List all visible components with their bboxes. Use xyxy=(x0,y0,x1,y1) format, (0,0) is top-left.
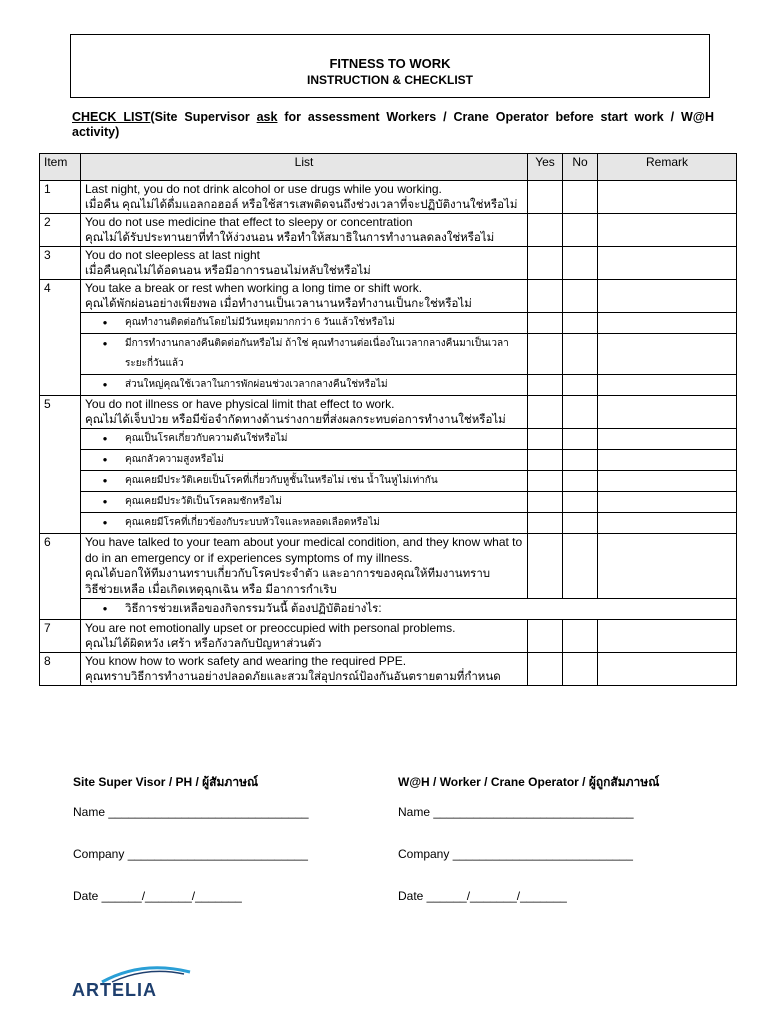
item-number: 8 xyxy=(40,653,81,686)
item-remark-cell[interactable] xyxy=(598,396,737,429)
bullet-icon: ● xyxy=(102,455,108,464)
sub-item-text: วิธีการช่วยเหลือของกิจกรรมวันนี้ ต้องปฏิบัติอย่างไร: xyxy=(125,603,382,615)
sub-item xyxy=(81,450,528,471)
table-row xyxy=(40,214,737,247)
item-number: 2 xyxy=(40,214,81,247)
item-yes-cell[interactable] xyxy=(528,280,563,313)
sub-item xyxy=(81,513,528,534)
worker-name-field[interactable]: Name ______________________________ xyxy=(398,805,634,819)
item-text-th: เมื่อคืน คุณไม่ได้ดื่มแอลกอฮอล์ หรือใช้สารเสพติดจนถึงช่วงเวลาที่จะปฏิบัติงานใช่หรือไม่ xyxy=(85,199,518,211)
sub-item-line xyxy=(85,471,523,491)
sub-item-line xyxy=(85,513,523,533)
sub-item-remark-cell[interactable] xyxy=(598,334,737,375)
sub-item-no-cell[interactable] xyxy=(563,471,598,492)
item-no-cell[interactable] xyxy=(563,534,598,599)
table-row xyxy=(40,620,737,653)
header-list: List xyxy=(81,154,528,181)
sub-item-yes-cell[interactable] xyxy=(528,375,563,396)
sub-item-yes-cell[interactable] xyxy=(528,450,563,471)
sub-row xyxy=(40,471,737,492)
item-no-cell[interactable] xyxy=(563,653,598,686)
item-text-th: คุณไม่ได้เจ็บป่วย หรือมีข้อจำกัดทางด้านร่างกายที่ส่งผลกระทบต่อการทำงานใช่หรือไม่ xyxy=(85,414,506,426)
checklist-label: CHECK LIST xyxy=(72,110,151,124)
bullet-icon: ● xyxy=(102,434,108,443)
item-yes-cell[interactable] xyxy=(528,653,563,686)
sub-item-no-cell[interactable] xyxy=(563,450,598,471)
item-number: 6 xyxy=(40,534,81,620)
sub-item-text: คุณทำงานติดต่อกันโดยไม่มีวันหยุดมากกว่า 6 วันแล้วใช่หรือไม่ xyxy=(125,317,395,328)
item-text xyxy=(81,214,528,247)
sub-item-yes-cell[interactable] xyxy=(528,513,563,534)
item-number: 5 xyxy=(40,396,81,534)
supervisor-signature-title: Site Super Visor / PH / ผู้สัมภาษณ์ xyxy=(73,775,259,789)
sub-item-yes-cell[interactable] xyxy=(528,429,563,450)
item-text-th: เมื่อคืนคุณไม่ได้อดนอน หรือมีอาการนอนไม่หลับใช่หรือไม่ xyxy=(85,265,371,277)
sub-item-line xyxy=(85,450,523,470)
logo-text: ARTELIA xyxy=(72,980,157,1000)
sub-item-line xyxy=(85,492,523,512)
item-remark-cell[interactable] xyxy=(598,181,737,214)
sub-row xyxy=(40,450,737,471)
checklist-ask: ask xyxy=(256,110,278,124)
table-row xyxy=(40,247,737,280)
item-remark-cell[interactable] xyxy=(598,280,737,313)
checklist-text-before: (Site Supervisor xyxy=(150,110,257,124)
item-text xyxy=(81,396,528,429)
bullet-icon: ● xyxy=(102,339,108,348)
sub-item-line xyxy=(85,313,523,333)
sub-item-line xyxy=(85,599,732,619)
item-text-th: คุณไม่ได้ผิดหวัง เศร้า หรือกังวลกับปัญหาส่วนตัว xyxy=(85,638,322,650)
sub-item xyxy=(81,492,528,513)
sub-item xyxy=(81,471,528,492)
item-text xyxy=(81,181,528,214)
table-row xyxy=(40,280,737,313)
sub-item-no-cell[interactable] xyxy=(563,334,598,375)
checklist-text-after: for assessment Workers / Crane Operator before start work / W@H activity) xyxy=(72,110,714,139)
supervisor-date-field[interactable]: Date ______/_______/_______ xyxy=(73,889,242,903)
item-number: 7 xyxy=(40,620,81,653)
sub-item-remark-cell[interactable] xyxy=(598,492,737,513)
sub-item xyxy=(81,375,528,396)
sub-row xyxy=(40,375,737,396)
sub-item xyxy=(81,429,528,450)
sub-item-remark-cell[interactable] xyxy=(598,471,737,492)
sub-item-line xyxy=(85,375,523,395)
sub-item-no-cell[interactable] xyxy=(563,492,598,513)
sub-item-yes-cell[interactable] xyxy=(528,313,563,334)
item-text-th: คุณได้พักผ่อนอย่างเพียงพอ เมื่อทำงานเป็นเวลานานหรือทำงานเป็นกะใช่หรือไม่ xyxy=(85,298,472,310)
sub-item-text: คุณกลัวความสูงหรือไม่ xyxy=(125,454,224,465)
artelia-logo xyxy=(72,958,196,1002)
item-text-en: You are not emotionally upset or preoccupied with personal problems. xyxy=(85,621,456,635)
item-remark-cell[interactable] xyxy=(598,620,737,653)
item-yes-cell[interactable] xyxy=(528,534,563,599)
item-remark-cell[interactable] xyxy=(598,534,737,599)
item-number: 3 xyxy=(40,247,81,280)
item-number: 1 xyxy=(40,181,81,214)
sub-row xyxy=(40,334,737,375)
table-row xyxy=(40,396,737,429)
sub-row xyxy=(40,513,737,534)
item-text-en: You do not use medicine that effect to sleepy or concentration xyxy=(85,215,413,229)
item-remark-cell[interactable] xyxy=(598,247,737,280)
sub-item-text: คุณเคยมีโรคที่เกี่ยวข้องกับระบบหัวใจและหลอดเลือดหรือไม่ xyxy=(125,517,380,528)
document-title-box xyxy=(70,34,710,98)
item-remark-cell[interactable] xyxy=(598,653,737,686)
sub-row xyxy=(40,429,737,450)
item-text xyxy=(81,620,528,653)
sub-item-no-cell[interactable] xyxy=(563,513,598,534)
supervisor-name-field[interactable]: Name ______________________________ xyxy=(73,805,309,819)
sub-item-yes-cell[interactable] xyxy=(528,471,563,492)
sub-item-text: คุณเป็นโรคเกี่ยวกับความดันใช่หรือไม่ xyxy=(125,433,288,444)
bullet-icon: ● xyxy=(102,318,108,327)
item-remark-cell[interactable] xyxy=(598,214,737,247)
table-header-row xyxy=(40,154,737,181)
item-no-cell[interactable] xyxy=(563,396,598,429)
table-row xyxy=(40,653,737,686)
sub-item-text: มีการทำงานกลางคืนติดต่อกันหรือไม่ ถ้าใช่ คุณทำงานต่อเนื่องในเวลากลางคืนมาเป็นเวลาระยะกี่วันแล้ว xyxy=(125,338,509,369)
sub-item-line xyxy=(85,334,523,374)
bullet-icon: ● xyxy=(102,476,108,485)
sub-item-no-cell[interactable] xyxy=(563,313,598,334)
document-subtitle: INSTRUCTION & CHECKLIST xyxy=(307,73,473,87)
item-text-en: You know how to work safety and wearing the required PPE. xyxy=(85,654,407,668)
sub-row xyxy=(40,599,737,620)
sub-row xyxy=(40,313,737,334)
item-text xyxy=(81,280,528,313)
sub-item-remark-cell[interactable] xyxy=(598,375,737,396)
table-row xyxy=(40,181,737,214)
item-text-th-extra: วิธีช่วยเหลือ เมื่อเกิดเหตุฉุกเฉิน หรือ มีอาการกำเริบ xyxy=(85,584,337,596)
supervisor-company-field[interactable]: Company ___________________________ xyxy=(73,847,308,861)
item-no-cell[interactable] xyxy=(563,181,598,214)
worker-date-field[interactable]: Date ______/_______/_______ xyxy=(398,889,567,903)
item-text-th: คุณทราบวิธีการทำงานอย่างปลอดภัยและสวมใส่อุปกรณ์ป้องกันอันตรายตามที่กำหนด xyxy=(85,671,501,683)
item-text-en: Last night, you do not drink alcohol or use drugs while you working. xyxy=(85,182,442,196)
item-yes-cell[interactable] xyxy=(528,181,563,214)
sub-item-remark-cell[interactable] xyxy=(598,450,737,471)
sub-row xyxy=(40,492,737,513)
sub-item xyxy=(81,599,737,620)
checklist-heading xyxy=(72,110,714,140)
item-text-en: You do not illness or have physical limit that effect to work. xyxy=(85,397,395,411)
item-yes-cell[interactable] xyxy=(528,247,563,280)
sub-item-no-cell[interactable] xyxy=(563,375,598,396)
item-text-en: You do not sleepless at last night xyxy=(85,248,261,262)
sub-item-yes-cell[interactable] xyxy=(528,334,563,375)
document-title: FITNESS TO WORK xyxy=(329,56,451,71)
sub-item-text: คุณเคยมีประวัติเป็นโรคลมชักหรือไม่ xyxy=(125,496,282,507)
sub-item-yes-cell[interactable] xyxy=(528,492,563,513)
header-no: No xyxy=(563,154,598,181)
bullet-icon: ● xyxy=(102,604,108,613)
worker-company-field[interactable]: Company ___________________________ xyxy=(398,847,633,861)
checklist-table xyxy=(39,153,737,686)
bullet-icon: ● xyxy=(102,380,108,389)
item-text-en: You have talked to your team about your medical condition, and they know what to do in an emergency or if experiences symptoms of my illness. xyxy=(85,535,523,565)
item-no-cell[interactable] xyxy=(563,247,598,280)
header-item: Item xyxy=(40,154,81,181)
item-no-cell[interactable] xyxy=(563,620,598,653)
table-row xyxy=(40,534,737,599)
sub-item-text: ส่วนใหญ่คุณใช้เวลาในการพักผ่อนช่วงเวลากลางคืนใช่หรือไม่ xyxy=(125,379,388,390)
item-no-cell[interactable] xyxy=(563,280,598,313)
item-no-cell[interactable] xyxy=(563,214,598,247)
sub-item-remark-cell[interactable] xyxy=(598,429,737,450)
sub-item-no-cell[interactable] xyxy=(563,429,598,450)
item-text-th: คุณได้บอกให้ทีมงานทราบเกี่ยวกับโรคประจำตัว และอาการของคุณให้ทีมงานทราบ xyxy=(85,568,491,580)
header-remark: Remark xyxy=(598,154,737,181)
item-number: 4 xyxy=(40,280,81,396)
item-yes-cell[interactable] xyxy=(528,396,563,429)
sub-item-remark-cell[interactable] xyxy=(598,513,737,534)
header-yes: Yes xyxy=(528,154,563,181)
worker-signature-title: W@H / Worker / Crane Operator / ผู้ถูกสัมภาษณ์ xyxy=(398,775,660,789)
item-text xyxy=(81,534,528,599)
sub-item-remark-cell[interactable] xyxy=(598,313,737,334)
item-text xyxy=(81,653,528,686)
bullet-icon: ● xyxy=(102,518,108,527)
item-text-th: คุณไม่ได้รับประทานยาที่ทำให้ง่วงนอน หรือทำให้สมาธิในการทำงานลดลงใช่หรือไม่ xyxy=(85,232,495,244)
sub-item-line xyxy=(85,429,523,449)
item-text xyxy=(81,247,528,280)
item-text-en: You take a break or rest when working a long time or shift work. xyxy=(85,281,423,295)
item-yes-cell[interactable] xyxy=(528,620,563,653)
sub-item xyxy=(81,334,528,375)
sub-item xyxy=(81,313,528,334)
item-yes-cell[interactable] xyxy=(528,214,563,247)
sub-item-text: คุณเคยมีประวัติเคยเป็นโรคที่เกี่ยวกับหูชั้นในหรือไม่ เช่น น้ำในหูไม่เท่ากัน xyxy=(125,475,438,486)
bullet-icon: ● xyxy=(102,497,108,506)
